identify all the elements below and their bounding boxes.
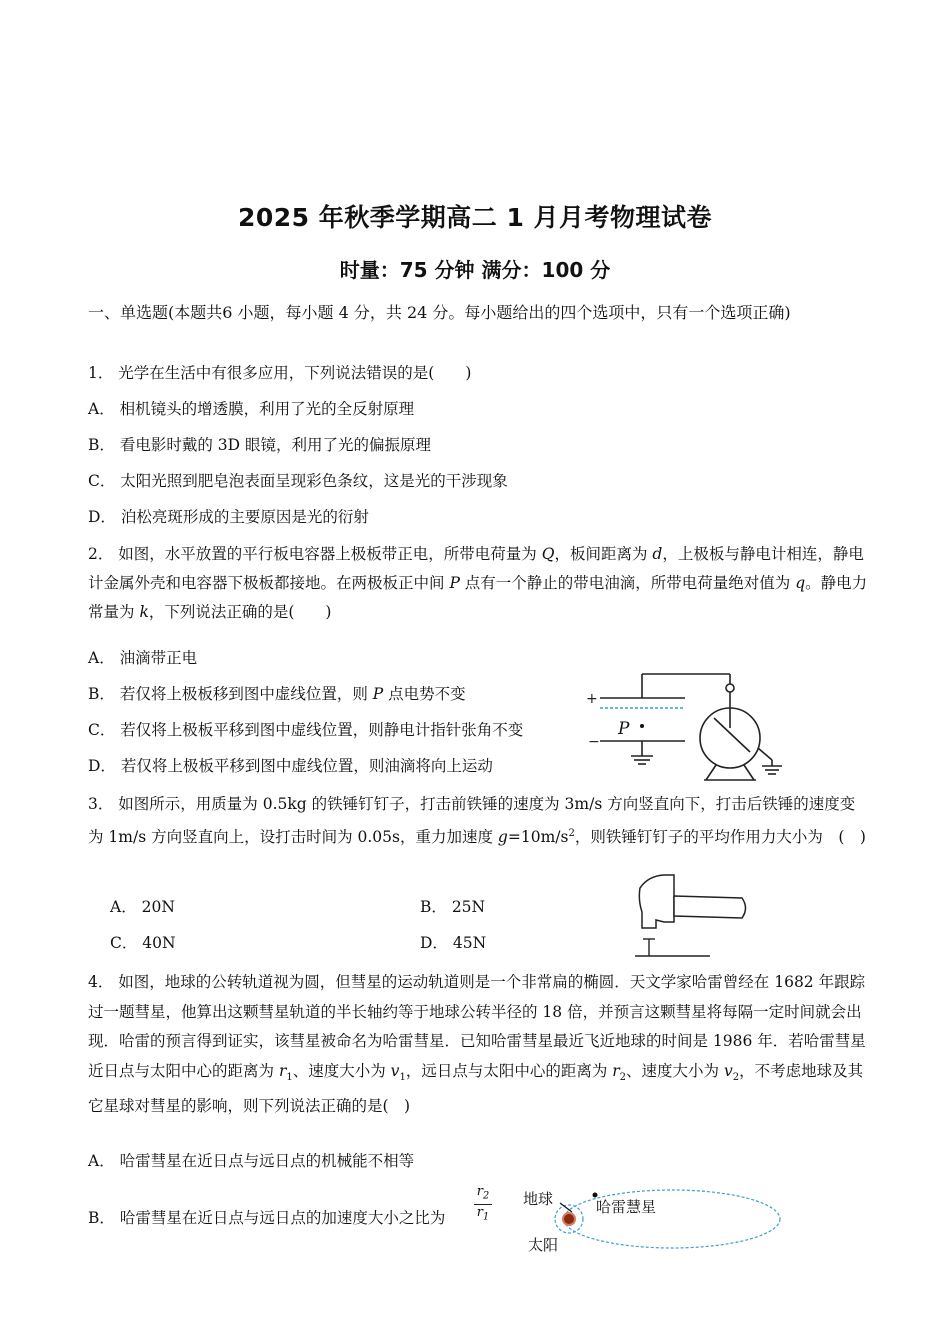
- q3-stem: 3． 如图所示，用质量为 0.5kg 的铁锤钉钉子，打击前铁锤的速度为 3m/s 方向竖直向下，打击后铁锤的速度变为 1m/s 方向竖直向上，设打击时间为 0.05s，重力加速度 $g=10m/s^2$，则铁锤钉钉子的平均作用力大小为 ( ): [88, 795, 866, 847]
- q4-stem: 4． 如图，地球的公转轨道视为圆，但彗星的运动轨道则是一个非常扁的椭圆．天文学家哈雷曾经在 1682 年跟踪过一题彗星，他算出这颗彗星轨道的半长轴约等于地球公转半径的 18 倍，并预言这颗彗星将每隔一定时间就会出现．哈雷的预言得到证实，该彗星被命名为哈雷彗星．已知哈雷彗星最近飞近地球的时间是 1986 年．若哈雷彗星近日点与太阳中心的距离为 $r_1$、速度大小为 $v_1$，远日点与太阳中心的距离为 $r_2$、速度大小为 $v_2$，不考虑地球及其它星球对彗星的影响，则下列说法正确的是( ): [88, 973, 866, 1116]
- q1-option-a: A． 相机镜头的增透膜，利用了光的全反射原理: [88, 400, 415, 418]
- q1-option-b: B． 看电影时戴的 3D 眼镜，利用了光的偏振原理: [88, 436, 431, 454]
- q1-option-c: C． 太阳光照到肥皂泡表面呈现彩色条纹，这是光的干涉现象: [88, 472, 508, 490]
- q2-option-b: B． 若仅将上极板移到图中虚线位置，则 P 点电势不变: [88, 685, 466, 703]
- oil-drop: [640, 724, 644, 728]
- orbit-figure: [520, 1182, 785, 1257]
- q3-option-c: C． 40N: [110, 934, 176, 952]
- comet-dot: [593, 1193, 598, 1198]
- comet-label: 哈雷慧星: [596, 1198, 657, 1216]
- q3-option-a: A． 20N: [110, 898, 175, 916]
- q3-option-b: B． 25N: [420, 898, 486, 916]
- sun-label: 太阳: [528, 1236, 559, 1254]
- minus-sign: −: [588, 734, 600, 750]
- earth-label: 地球: [523, 1190, 554, 1208]
- q2-option-d: D． 若仅将上极板平移到图中虚线位置，则油滴将向上运动: [88, 757, 493, 775]
- q1-stem: 1． 光学在生活中有很多应用，下列说法错误的是( ): [88, 364, 472, 382]
- q2-option-c: C． 若仅将上极板平移到图中虚线位置，则静电计指针张角不变: [88, 721, 524, 739]
- q4-option-b: B． 哈雷彗星在近日点与远日点的加速度大小之比为: [88, 1209, 446, 1227]
- section-heading: 一、单选题(本题共6 小题，每小题 4 分，共 24 分。每小题给出的四个选项中，只有一个选项正确): [88, 303, 791, 322]
- hammer-nail-figure: [630, 870, 760, 960]
- sun-dot: [563, 1213, 575, 1225]
- q4-option-a: A． 哈雷彗星在近日点与远日点的机械能不相等: [88, 1152, 415, 1170]
- q2-stem: 2． 如图，水平放置的平行板电容器上极板带正电，所带电荷量为 Q，板间距离为 d，上极板与静电计相连，静电计金属外壳和电容器下极板都接地。在两极板正中间 P 点有一个静止的带电油滴，所带电荷量绝对值为 q。静电力常量为 k，下列说法正确的是( ): [88, 545, 868, 621]
- plus-sign: +: [586, 691, 598, 707]
- q3-option-d: D． 45N: [420, 934, 487, 952]
- point-p-label: P: [618, 719, 630, 739]
- q2-option-a: A． 油滴带正电: [88, 649, 198, 667]
- ratio-fraction: $r_2$ $r_1$: [474, 1184, 492, 1224]
- exam-info: 时量：75 分钟 满分：100 分: [339, 258, 611, 282]
- page-title: 2025 年秋季学期高二 1 月月考物理试卷: [237, 203, 713, 232]
- q1-option-d: D． 泊松亮斑形成的主要原因是光的衍射: [88, 508, 369, 526]
- capacitor-electrometer-figure: [580, 668, 790, 783]
